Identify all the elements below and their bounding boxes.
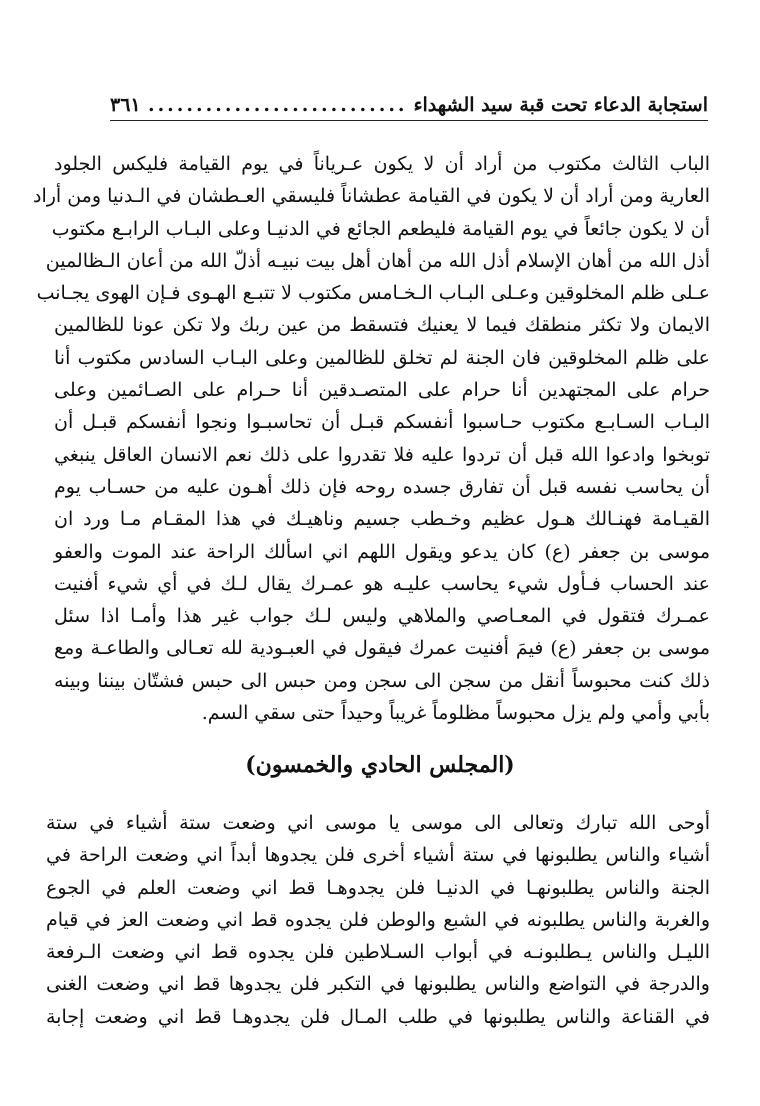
text-line: أن يحاسب نفسه قبل أن تفارق جسده روحه فإن ذلك أهـون عليه من حسـاب يوم bbox=[54, 475, 710, 498]
text-line: الجنة والناس يطلبونهـا في الدنيـا فلن يجدوهـا قط اني وضعت العلم في الجوع bbox=[46, 876, 710, 899]
section-heading: (المجلس الحادي والخمسون) bbox=[245, 752, 515, 778]
text-line: ذلك كنت محبوساً أنقل من سجن الى سجن ومن حبس الى حبس فشتّان بيننا وبينه bbox=[54, 669, 710, 692]
text-line: على ظلم المخلوقين فان الجنة لم تخلق للظالمين وعلى البـاب السادس مكتوب أنا bbox=[54, 346, 710, 369]
dot-leader: ........................... bbox=[147, 94, 408, 116]
page-number: ٣٦١ bbox=[110, 94, 141, 116]
text-line: توبخوا وادعوا الله قبل أن تردوا عليه فلا تقدروا على ذلك نعم الانسان العاقل ينبغي bbox=[54, 443, 710, 466]
text-line: حرام على المجتهدين أنا حرام على المتصـدقين أنا حـرام على الصـائمين وعلى bbox=[54, 379, 710, 402]
text-line: العارية ومن أراد أن لا يكون في القيامة عطشاناً فليسقي العـطشان في الـدنيا ومن أراد bbox=[32, 185, 710, 208]
text-line: الباب الثالث مكتوب من أراد أن لا يكون عـرياناً في يوم القيامة فليكس الجلود bbox=[54, 153, 710, 175]
text-line: البـاب السـابـع مكتوب حـاسبوا أنفسكم قبـل أن تحاسبـوا ونجوا أنفسكم قبـل أن bbox=[54, 411, 710, 434]
text-line: موسى بن جعفر (ع) كان يدعو ويقول اللهم اني اسألك الراحة عند الموت والعفو bbox=[54, 540, 710, 563]
text-line: أذل الله من أهان الإسلام أذل الله من أهان أهل بيت نبيـه أذلّ الله من أعان الـظالمين bbox=[45, 249, 710, 272]
body-paragraph-2 bbox=[46, 807, 710, 1033]
text-line: الايمان ولا تكثر منطقك فيما لا يعنيك فتسقط من عين ربك ولا تكن عونا للظالمين bbox=[54, 314, 710, 337]
text-line: أوحى الله تبارك وتعالى الى موسى يا موسى اني وضعت ستة أشياء في ستة bbox=[46, 812, 710, 834]
text-line: أن لا يكون جائعاً في يوم القيامة فليطعم الجائع في الدنيـا وعلى البـاب الرابـع مكتوب bbox=[51, 217, 710, 240]
body-paragraph-1 bbox=[32, 148, 710, 729]
text-line: عمـرك فتقول في المعـاصي والملاهي وليس لـك جواب غير هذا وأمـا اذا سئل bbox=[54, 605, 710, 628]
text-line: أشياء والناس يطلبونها في ستة أشياء أخرى فلن يجدوها أبداً اني وضعت الراحة في bbox=[46, 844, 710, 867]
text-line: عند الحساب فـأول شيء يحاسب عليـه هو عمـرك يقال لـك في أي شيء أفنيت bbox=[54, 572, 710, 595]
running-header bbox=[110, 86, 708, 121]
text-line: في القناعة والناس يطلبونها في طلب المـال فلن يجدوهـا قط اني وضعت إجابة bbox=[46, 1005, 710, 1028]
text-line: بأبي وأمي ولم يزل محبوساً مظلوماً غريباً وحيداً حتى سقي السم. bbox=[201, 702, 710, 725]
text-line: الليـل والناس يـطلبونـه في أبواب السـلاطين فلن يجدوه قط اني وضعت الـرفعة bbox=[46, 941, 710, 964]
running-header-title: استجابة الدعاء تحت قبة سيد الشهداء bbox=[413, 94, 708, 116]
text-line: موسى بن جعفر (ع) فيمَ أفنيت عمرك فيقول في العبـودية لله تعـالى والطاعـة ومع bbox=[54, 637, 710, 660]
text-line: والغربة والناس يطلبونه في الشبع والوطن فلن يجدوه قط اني وضعت العز في قيام bbox=[46, 908, 710, 931]
text-line: والدرجة في التواضع والناس يطلبونها في التكبر فلن يجدوها قط اني وضعت الغنى bbox=[46, 973, 710, 996]
text-line: القيـامة فهنـالك هـول عظيم وخـطب جسيم وناهيـك في هذا المقـام مـا ورد ان bbox=[54, 508, 710, 531]
text-line: عـلى ظلم المخلوقين وعـلى البـاب الـخـامس مكتوب لا تتبـع الهـوى فـإن الهوى يجـانب bbox=[36, 282, 710, 305]
